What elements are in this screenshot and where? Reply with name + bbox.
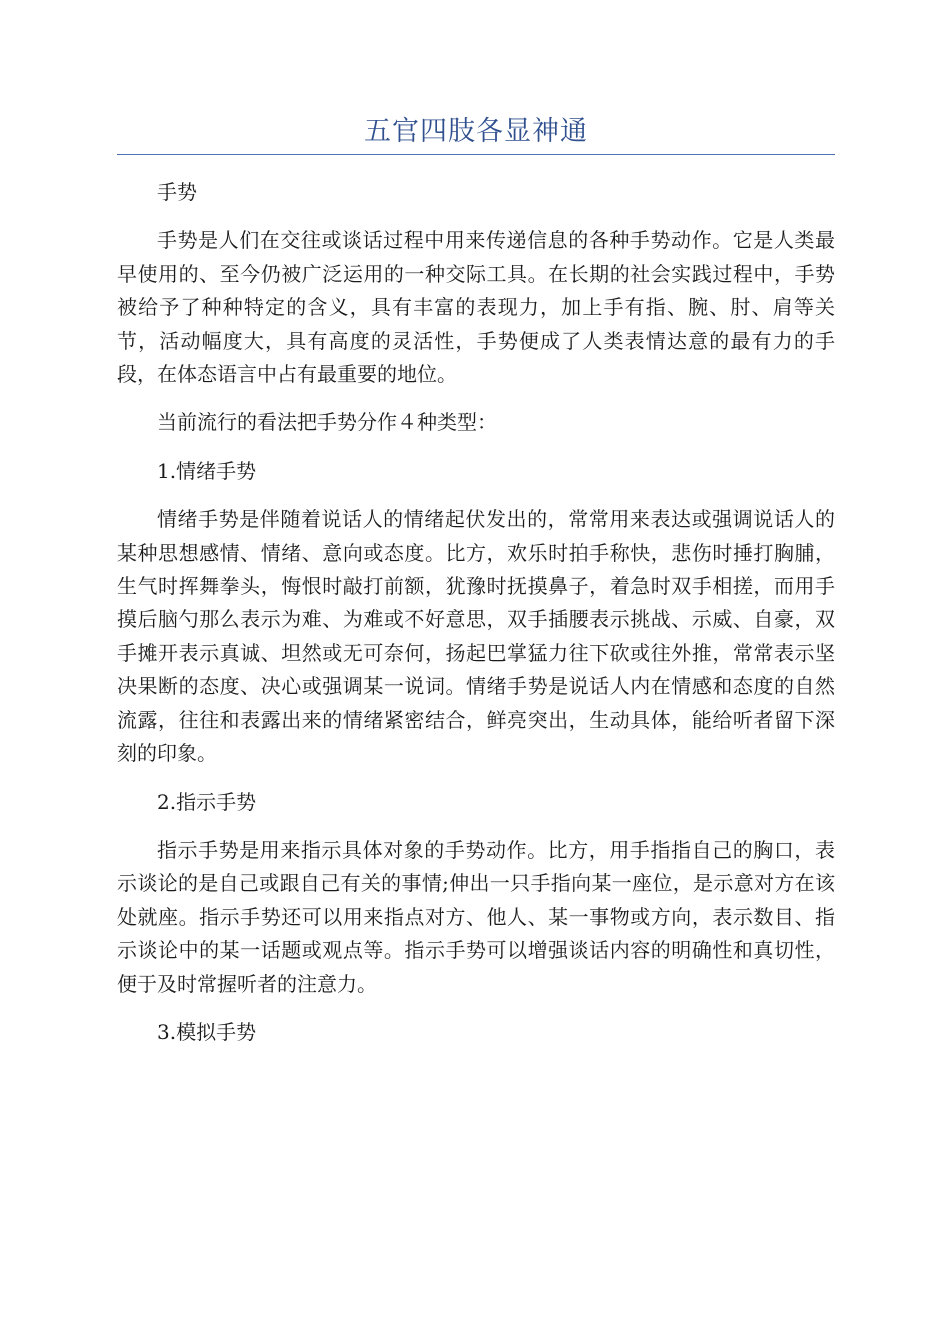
paragraph-gesture-intro: 手势是人们在交往或谈话过程中用来传递信息的各种手势动作。它是人类最早使用的、至今仍被广泛运用的一种交际工具。在长期的社会实践过程中，手势被给予了种种特定的含义，具有丰富的表现力，加上手有指、腕、肘、肩等关节，活动幅度大，具有高度的灵活性，手势便成了人类表情达意的最有力的手段，在体态语言中占有最重要的地位。 [117, 228, 835, 387]
title-underline [117, 154, 835, 155]
paragraph-indicative-gesture: 指示手势是用来指示具体对象的手势动作。比方，用手指指自己的胸口，表示谈论的是自己或跟自己有关的事情;伸出一只手指向某一座位，是示意对方在该处就座。指示手势还可以用来指点对方、他人、某一事物或方向，表示数目、指示谈论中的某一话题或观点等。指示手势可以增强谈话内容的明确性和真切性，便于及时常握听者的注意力。 [117, 837, 835, 996]
paragraph-emotional-gesture: 情绪手势是伴随着说话人的情绪起伏发出的，常常用来表达或强调说话人的某种思想感情、情绪、意向或态度。比方，欢乐时拍手称快，悲伤时捶打胸脯，生气时挥舞拳头，悔恨时敲打前额，犹豫时抚摸鼻子，着急时双手相搓，而用手摸后脑勺那么表示为难、为难或不好意思，双手插腰表示挑战、示威、自豪，双手摊开表示真诚、坦然或无可奈何，扬起巴掌猛力往下砍或往外推，常常表示坚决果断的态度、决心或强调某一说词。情绪手势是说话人内在情感和态度的自然流露，往往和表露出来的情绪紧密结合，鲜亮突出，生动具体，能给听者留下深刻的印象。 [117, 507, 835, 766]
section-heading-gesture: 手势 [157, 180, 197, 204]
document-title: 五官四肢各显神通 [364, 116, 588, 147]
paragraph-gesture-types: 当前流行的看法把手势分作４种类型： [157, 410, 497, 435]
subheading-imitative-gesture: 3.模拟手势 [157, 1019, 257, 1044]
subheading-indicative-gesture: 2.指示手势 [157, 789, 257, 814]
subheading-emotional-gesture: 1.情绪手势 [157, 458, 257, 483]
document-body [117, 176, 835, 1064]
